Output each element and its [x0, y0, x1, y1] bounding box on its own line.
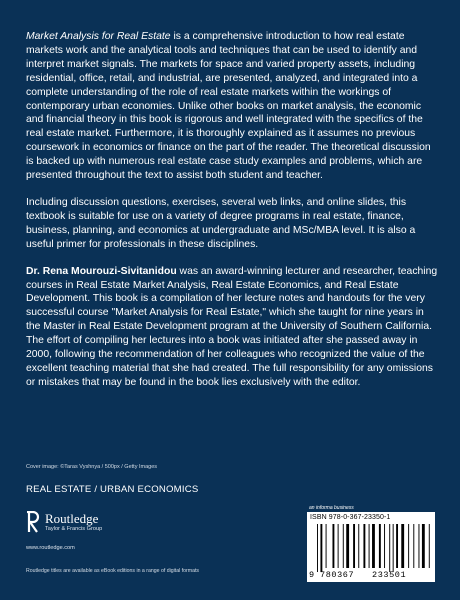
publisher-group: Taylor & Francis Group: [45, 526, 103, 532]
ebook-note: Routledge titles are available as eBook editions in a range of digital formats: [26, 568, 200, 574]
blurb-paragraph-3-text: was an award-winning lecturer and researcher, teaching courses in Real Estate Market Analysis, Real Estate Economics, and Real Estate Development. This book is a compilation of her lecture notes and handouts for the very successful course "Market Analysis for Real Estate," which she taught for nine years in the Master in Real Estate Development program at the University of Southern California. The effort of compiling her lectures into a book was initiated after she passed away in 2000, following the recommendation of her colleagues who recognized the value of the excellent teaching material that she had created. The full responsibility for any omissions or mistakes that may be found in the book lies exclusively with the editor.: [26, 265, 438, 388]
barcode-digits-left: 780367: [320, 570, 355, 580]
blurb-paragraph-1: [26, 30, 438, 183]
blurb-paragraph-1-text: is a comprehensive introduction to how real estate markets work and the analytical tools and techniques that can be used to identify and interpret market signals. The markets for space and varied property assets, including residential, office, retail, and industrial, are presented, analyzed, and integrated into a complete understanding of the role of real estate markets within the workings of contemporary urban economies. Unlike other books on market analysis, the economic and financial theory in this book is rigorous and well integrated with the specifics of the real estate market. Furthermore, it is thoroughly explained as it assumes no previous coursework in economics or finance on the part of the reader. The theoretical discussion is backed up with numerous real estate case study examples and problems, which are presented throughout the text to assist both student and teacher.: [26, 31, 431, 182]
barcode-icon: [309, 522, 433, 574]
book-title: Market Analysis for Real Estate: [26, 31, 171, 42]
barcode-digit-lead: 9: [309, 570, 315, 580]
author-name: Dr. Rena Mourouzi-Sivitanidou: [26, 265, 177, 277]
publisher-block: [26, 511, 226, 551]
blurb: [26, 30, 438, 403]
subject-category: REAL ESTATE / URBAN ECONOMICS: [26, 484, 199, 495]
publisher-url: www.routledge.com: [26, 545, 75, 551]
routledge-logo-icon: [26, 511, 40, 533]
blurb-paragraph-2: Including discussion questions, exercises, several web links, and online slides, this textbook is suitable for use on a variety of degree programs in real estate, finance, business, planning, and economics at undergraduate and MSc/MBA level. It is also a useful primer for professionals in these disciplines.: [26, 196, 416, 250]
cover-image-credit: Cover image: ©Taras Vyshnya / 500px / Getty Images: [26, 464, 158, 470]
isbn-label: ISBN 978-0-367-23350-1: [310, 514, 391, 521]
barcode-panel: [307, 512, 435, 582]
barcode-digits-right: 233501: [372, 570, 407, 580]
blurb-paragraph-3: [26, 265, 438, 390]
publisher-name: Routledge: [45, 511, 99, 526]
informa-imprint: an informa business: [309, 505, 354, 511]
